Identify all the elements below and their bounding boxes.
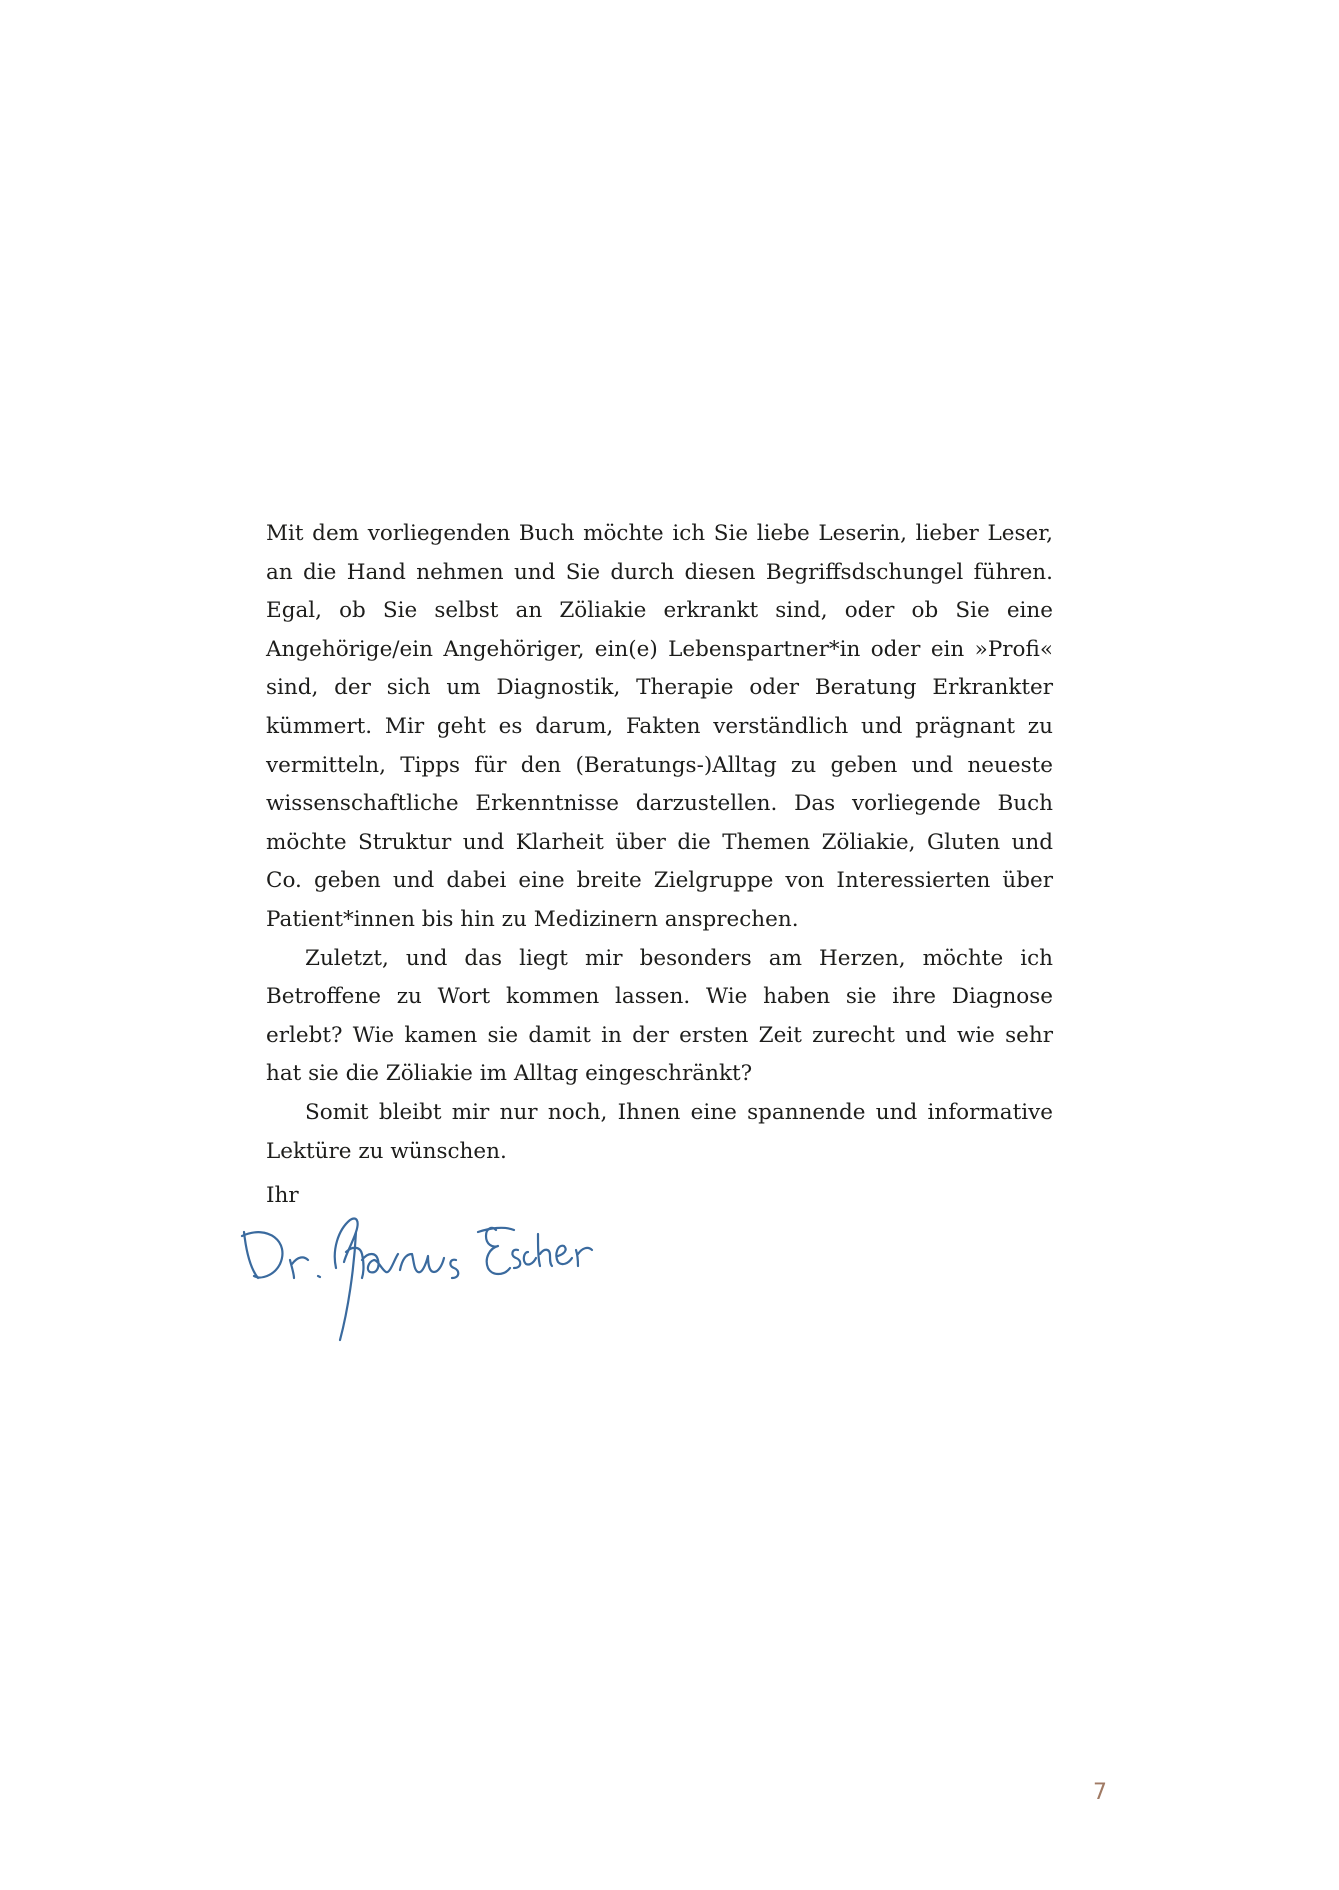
paragraph-2: Zuletzt, und das liegt mir besonders am Herzen, möchte ich Betroffene zu Wort kommen lassen. Wie haben sie ihre Diagnose erlebt? Wie kamen sie damit in der ersten Zeit zurecht und wie sehr hat sie die Zöliakie im Alltag eingeschränkt? [266,945,1053,1087]
signature-stroke-dot [318,1276,320,1277]
body-text [266,515,1053,1171]
paragraph-3: Somit bleibt mir nur noch, Ihnen eine spannende und informative Lektüre zu wünschen. [266,1099,1053,1164]
signature-stroke-d [242,1232,282,1278]
signature-stroke-arkus [362,1254,444,1272]
paragraph-1: Mit dem vorliegenden Buch möchte ich Sie liebe Leserin, lieber Leser, an die Hand nehmen und Sie durch diesen Begriffsdschungel führen. Egal, ob Sie selbst an Zöliakie erkrankt sind, oder ob Sie eine Angehörige/ein Angehöriger, ein(e) Lebenspartner*in oder ein »Profi« sind, der sich um Diagnostik, Therapie oder Beratung Erkrankter kümmert. Mir geht es darum, Fakten verständlich und prägnant zu vermitteln, Tipps für den (Beratungs-)Alltag zu geben und neueste wissenschaftliche Erkenntnisse darzustellen. Das vorliegende Buch möchte Struktur und Klarheit über die Themen Zöliakie, Gluten und Co. geben und dabei eine breite Zielgruppe von Interessierten über Patient*innen bis hin zu Medizinern ansprechen. [266,521,1053,932]
handwritten-signature [228,1180,608,1350]
signature-stroke-e [486,1228,510,1274]
signature-stroke-scher [512,1234,592,1268]
signature-stroke-s [450,1260,458,1278]
page-number: 7 [1093,1780,1107,1805]
closing-salutation: Ihr [266,1183,299,1208]
signature-stroke-m [335,1219,364,1341]
signature-stroke-r [290,1257,308,1278]
